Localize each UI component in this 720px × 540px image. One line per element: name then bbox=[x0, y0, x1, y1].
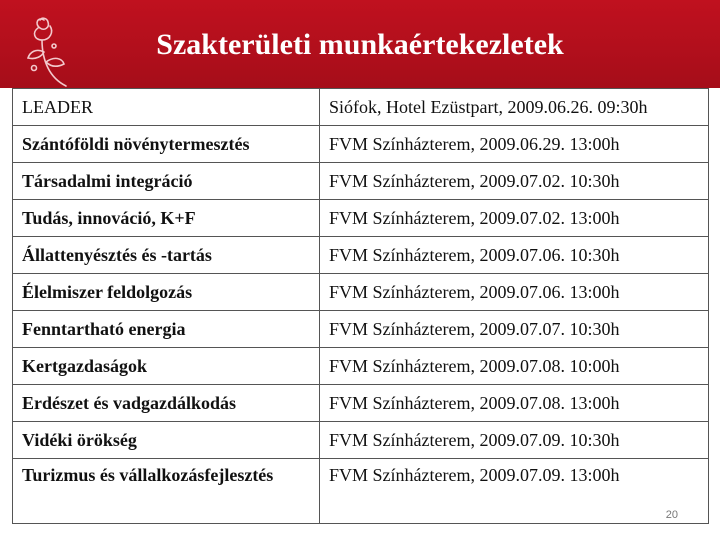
table-row bbox=[13, 274, 709, 311]
location-cell: FVM Színházterem, 2009.07.09. 13:00h bbox=[320, 459, 709, 524]
topic-cell: Vidéki örökség bbox=[13, 422, 320, 459]
location-cell: FVM Színházterem, 2009.07.07. 10:30h bbox=[320, 311, 709, 348]
page-number: 20 bbox=[665, 509, 678, 521]
table-row bbox=[13, 237, 709, 274]
table-row bbox=[13, 348, 709, 385]
table-row bbox=[13, 200, 709, 237]
topic-cell: Erdészet és vadgazdálkodás bbox=[13, 385, 320, 422]
topic-cell: Állattenyésztés és -tartás bbox=[13, 237, 320, 274]
table-row bbox=[13, 311, 709, 348]
schedule-table bbox=[12, 88, 709, 524]
topic-cell: Tudás, innováció, K+F bbox=[13, 200, 320, 237]
topic-cell: Társadalmi integráció bbox=[13, 163, 320, 200]
topic-cell: Turizmus és vállalkozásfejlesztés bbox=[13, 459, 320, 524]
location-cell: FVM Színházterem, 2009.07.09. 10:30h bbox=[320, 422, 709, 459]
table-row bbox=[13, 459, 709, 524]
location-cell: FVM Színházterem, 2009.07.08. 13:00h bbox=[320, 385, 709, 422]
table-row bbox=[13, 163, 709, 200]
page-title: Szakterületi munkaértekezletek bbox=[156, 28, 564, 61]
table-row bbox=[13, 422, 709, 459]
location-cell: Siófok, Hotel Ezüstpart, 2009.06.26. 09:30h bbox=[320, 89, 709, 126]
table-row bbox=[13, 126, 709, 163]
slide-header bbox=[0, 0, 720, 88]
topic-cell: Szántóföldi növénytermesztés bbox=[13, 126, 320, 163]
location-cell: FVM Színházterem, 2009.07.02. 13:00h bbox=[320, 200, 709, 237]
topic-cell: Fenntartható energia bbox=[13, 311, 320, 348]
location-cell: FVM Színházterem, 2009.07.06. 10:30h bbox=[320, 237, 709, 274]
location-cell: FVM Színházterem, 2009.07.06. 13:00h bbox=[320, 274, 709, 311]
location-cell: FVM Színházterem, 2009.06.29. 13:00h bbox=[320, 126, 709, 163]
topic-cell: Kertgazdaságok bbox=[13, 348, 320, 385]
table-row bbox=[13, 89, 709, 126]
table-row bbox=[13, 385, 709, 422]
location-cell: FVM Színházterem, 2009.07.02. 10:30h bbox=[320, 163, 709, 200]
topic-cell: LEADER bbox=[13, 89, 320, 126]
location-cell: FVM Színházterem, 2009.07.08. 10:00h bbox=[320, 348, 709, 385]
topic-cell: Élelmiszer feldolgozás bbox=[13, 274, 320, 311]
